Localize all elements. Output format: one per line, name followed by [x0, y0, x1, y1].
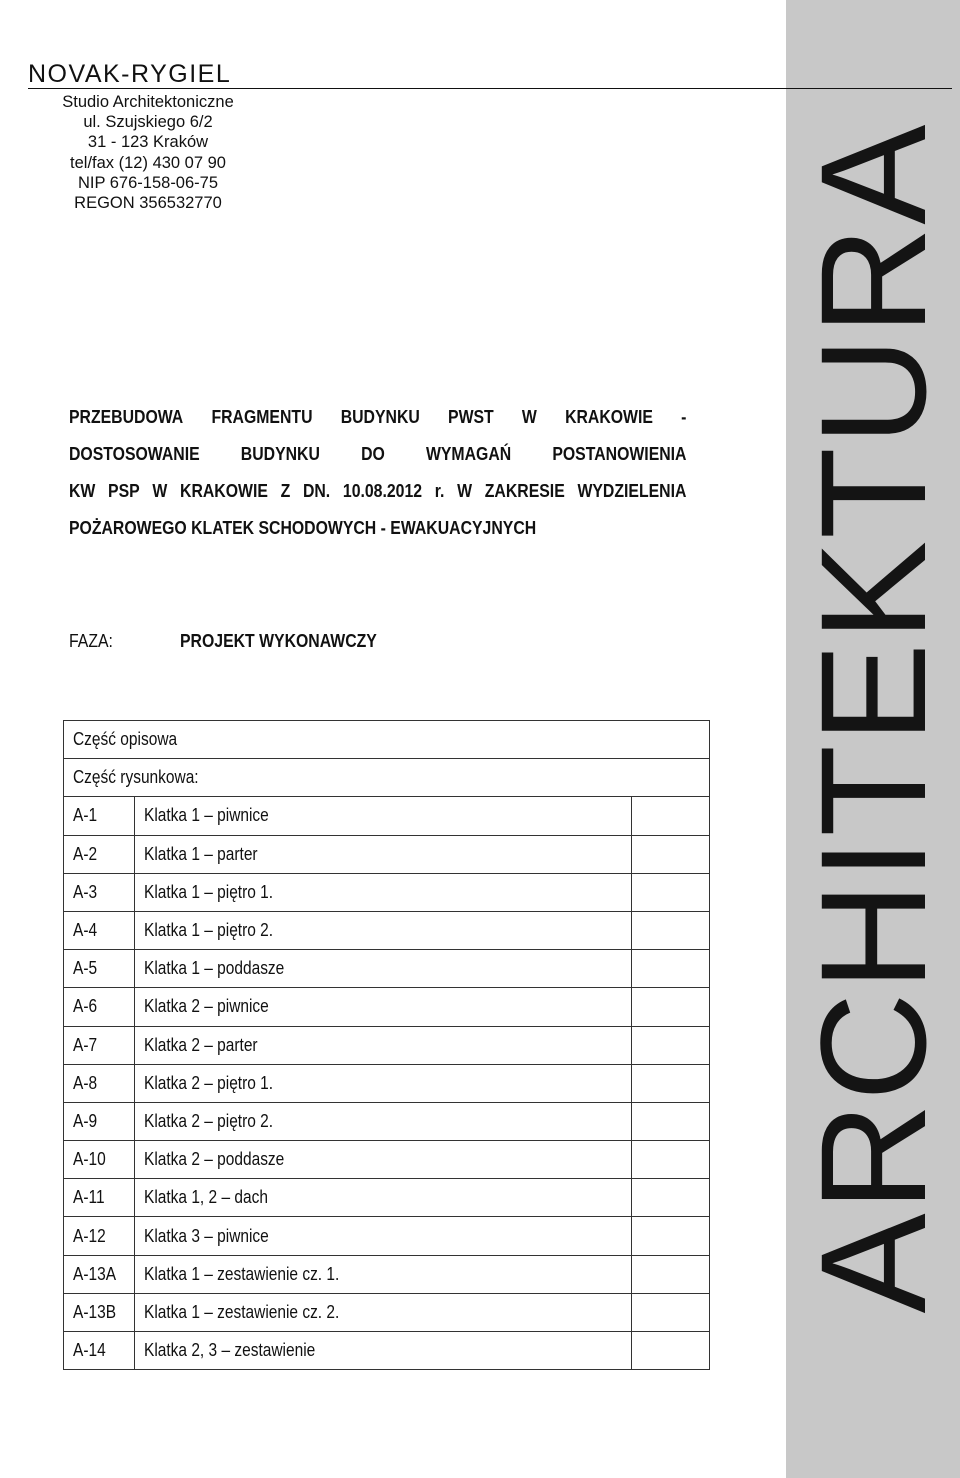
- drawing-blank-cell: [632, 1255, 710, 1293]
- drawing-code-cell: [64, 1332, 135, 1370]
- table-row: [64, 721, 710, 759]
- drawing-code: A-5: [73, 958, 98, 979]
- drawing-blank-cell: [632, 911, 710, 949]
- drawing-blank-cell: [632, 1102, 710, 1140]
- project-title-word: KRAKOWIE: [565, 406, 653, 427]
- project-title-word: W: [152, 480, 168, 501]
- table-row: [64, 1332, 710, 1370]
- drawing-title-cell: [135, 835, 632, 873]
- project-title-word: DO: [361, 443, 385, 464]
- drawing-code-cell: [64, 797, 135, 835]
- drawing-code: A-11: [73, 1187, 105, 1208]
- table-row: [64, 1179, 710, 1217]
- project-title-word: 10.08.2012: [342, 480, 423, 501]
- phase-value: PROJEKT WYKONAWCZY: [180, 630, 377, 651]
- drawing-code: A-6: [73, 996, 98, 1017]
- project-title-line: [69, 472, 686, 509]
- project-title-word: W: [457, 480, 473, 501]
- drawing-title-cell: [135, 950, 632, 988]
- drawing-code: A-2: [73, 843, 98, 864]
- drawing-title-cell: [135, 988, 632, 1026]
- drawing-code: A-14: [73, 1340, 106, 1361]
- firm-detail-line: 31 - 123 Kraków: [87, 133, 209, 152]
- project-title-line: [69, 435, 686, 472]
- drawing-code-cell: [64, 1141, 135, 1179]
- drawing-blank-cell: [632, 950, 710, 988]
- project-title-line: POŻAROWEGO KLATEK SCHODOWYCH - EWAKUACYJNYCH: [69, 517, 537, 538]
- drawing-title: Klatka 2 – piętro 1.: [144, 1072, 274, 1093]
- drawing-title-cell: [135, 1217, 632, 1255]
- drawing-code: A-1: [73, 805, 98, 826]
- table-row: [64, 950, 710, 988]
- drawings-header-cell: [64, 759, 710, 797]
- firm-detail-line: REGON 356532770: [74, 194, 222, 213]
- drawing-code: A-13B: [73, 1301, 117, 1322]
- drawing-title: Klatka 1 – zestawienie cz. 2.: [144, 1301, 340, 1322]
- drawing-code: A-10: [73, 1149, 106, 1170]
- project-title-word: PWST: [448, 406, 494, 427]
- drawing-title: Klatka 1 – zestawienie cz. 1.: [144, 1263, 340, 1284]
- firm-detail-line: Studio Architektoniczne: [62, 93, 234, 111]
- project-title-word: PSP: [108, 480, 140, 501]
- drawing-title-cell: [135, 1293, 632, 1331]
- project-title-word: POSTANOWIENIA: [552, 443, 687, 464]
- drawing-title-cell: [135, 1141, 632, 1179]
- project-title-word: PRZEBUDOWA: [69, 406, 184, 427]
- drawing-code-cell: [64, 1217, 135, 1255]
- table-row: [64, 911, 710, 949]
- project-title-word: r.: [434, 480, 445, 501]
- project-title-word: ZAKRESIE: [484, 480, 565, 501]
- firm-detail-line: ul. Szujskiego 6/2: [83, 113, 213, 132]
- drawing-title-cell: [135, 797, 632, 835]
- drawing-code-cell: [64, 1064, 135, 1102]
- table-row: [64, 835, 710, 873]
- drawing-title: Klatka 1 – piętro 1.: [144, 881, 274, 902]
- drawing-title-cell: [135, 873, 632, 911]
- descriptive-part-label: Część opisowa: [73, 729, 178, 750]
- table-row: [64, 988, 710, 1026]
- table-row: [64, 1026, 710, 1064]
- drawing-blank-cell: [632, 873, 710, 911]
- project-title-line: [69, 398, 686, 435]
- drawing-title: Klatka 1 – parter: [144, 843, 258, 864]
- project-title-word: FRAGMENTU: [211, 406, 313, 427]
- project-title-word: WYMAGAŃ: [425, 443, 512, 464]
- drawing-blank-cell: [632, 1026, 710, 1064]
- drawing-code-cell: [64, 835, 135, 873]
- drawing-code-cell: [64, 1102, 135, 1140]
- drawing-blank-cell: [632, 1064, 710, 1102]
- drawing-blank-cell: [632, 988, 710, 1026]
- drawing-blank-cell: [632, 1332, 710, 1370]
- firm-detail-line: NIP 676-158-06-75: [77, 173, 219, 192]
- table-row: [64, 873, 710, 911]
- project-title: [69, 398, 687, 546]
- drawing-blank-cell: [632, 797, 710, 835]
- project-title-word: WYDZIELENIA: [577, 480, 687, 501]
- firm-detail-line: tel/fax (12) 430 07 90: [70, 153, 226, 172]
- drawing-code-cell: [64, 873, 135, 911]
- project-title-word: KRAKOWIE: [180, 480, 268, 501]
- project-title-word: KW: [69, 480, 96, 501]
- header-rule: [28, 88, 952, 89]
- project-title-word: DN.: [302, 480, 331, 501]
- drawings-header-label: Część rysunkowa:: [73, 767, 199, 788]
- drawing-title: Klatka 1 – piętro 2.: [144, 920, 274, 941]
- section-title-vertical: ARCHITEKTURA: [789, 122, 957, 1314]
- table-row: [64, 1217, 710, 1255]
- project-title-word: W: [521, 406, 537, 427]
- project-title-word: Z: [280, 480, 291, 501]
- drawing-title-cell: [135, 1332, 632, 1370]
- table-row: [64, 1293, 710, 1331]
- drawing-title: Klatka 2, 3 – zestawienie: [144, 1340, 316, 1361]
- drawing-title-cell: [135, 1026, 632, 1064]
- phase-label: FAZA:: [69, 630, 113, 651]
- project-title-word: -: [681, 406, 687, 427]
- drawing-code: A-9: [73, 1110, 98, 1131]
- contents-table: [63, 720, 710, 1370]
- drawing-code-cell: [64, 1293, 135, 1331]
- drawing-code: A-8: [73, 1072, 98, 1093]
- drawing-title-cell: [135, 1064, 632, 1102]
- drawing-blank-cell: [632, 1217, 710, 1255]
- project-title-word: BUDYNKU: [240, 443, 320, 464]
- table-row: [64, 759, 710, 797]
- drawing-title: Klatka 2 – parter: [144, 1034, 258, 1055]
- drawing-code-cell: [64, 950, 135, 988]
- table-row: [64, 1102, 710, 1140]
- drawing-blank-cell: [632, 1293, 710, 1331]
- drawing-title: Klatka 1 – piwnice: [144, 805, 269, 826]
- drawing-title-cell: [135, 1102, 632, 1140]
- drawing-title-cell: [135, 911, 632, 949]
- firm-address-block: [0, 92, 296, 213]
- firm-name-logo: NOVAK-RYGIEL: [28, 60, 232, 88]
- table-row: [64, 1064, 710, 1102]
- drawing-title: Klatka 1, 2 – dach: [144, 1187, 268, 1208]
- drawing-code: A-4: [73, 920, 98, 941]
- drawing-title: Klatka 3 – piwnice: [144, 1225, 269, 1246]
- drawing-code-cell: [64, 1255, 135, 1293]
- drawing-code: A-3: [73, 881, 98, 902]
- drawing-blank-cell: [632, 1141, 710, 1179]
- drawing-title-cell: [135, 1255, 632, 1293]
- drawing-title: Klatka 2 – piętro 2.: [144, 1110, 274, 1131]
- drawing-code-cell: [64, 911, 135, 949]
- table-row: [64, 1255, 710, 1293]
- drawing-code: A-7: [73, 1034, 98, 1055]
- project-title-word: BUDYNKU: [340, 406, 420, 427]
- drawing-code-cell: [64, 988, 135, 1026]
- drawing-title: Klatka 2 – piwnice: [144, 996, 269, 1017]
- drawing-blank-cell: [632, 1179, 710, 1217]
- drawing-title: Klatka 1 – poddasze: [144, 958, 285, 979]
- drawing-code-cell: [64, 1179, 135, 1217]
- drawing-code: A-12: [73, 1225, 106, 1246]
- table-row: [64, 1141, 710, 1179]
- table-row: [64, 797, 710, 835]
- drawing-title: Klatka 2 – poddasze: [144, 1149, 285, 1170]
- drawing-code: A-13A: [73, 1263, 117, 1284]
- descriptive-part-cell: [64, 721, 710, 759]
- drawing-title-cell: [135, 1179, 632, 1217]
- project-title-word: DOSTOSOWANIE: [69, 443, 200, 464]
- drawing-code-cell: [64, 1026, 135, 1064]
- drawing-blank-cell: [632, 835, 710, 873]
